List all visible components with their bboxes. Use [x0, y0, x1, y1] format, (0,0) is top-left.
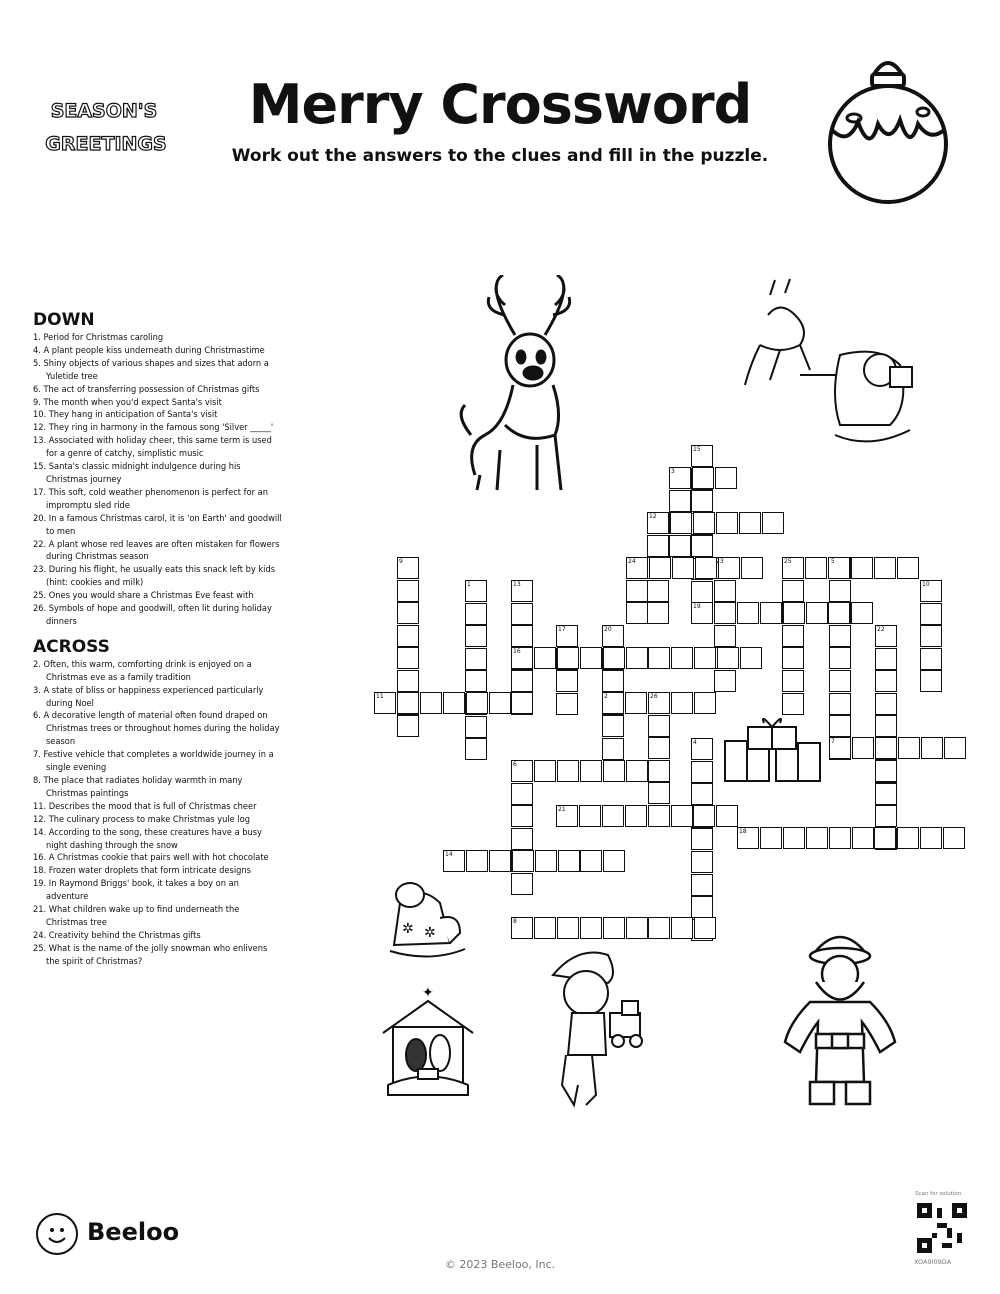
crossword-cell[interactable]: [648, 805, 670, 827]
crossword-cell[interactable]: [829, 625, 851, 647]
crossword-cell[interactable]: [828, 602, 850, 624]
crossword-cell[interactable]: [714, 625, 736, 647]
crossword-cell[interactable]: [535, 850, 557, 872]
across-clue: 25. What is the name of the jolly snowman who enlivens the spirit of Christmas?: [33, 942, 268, 967]
crossword-cell[interactable]: [671, 917, 693, 939]
crossword-cell[interactable]: [534, 647, 556, 669]
crossword-cell[interactable]: [671, 805, 693, 827]
down-clue: 10. They hang in anticipation of Santa's visit: [33, 409, 218, 421]
across-clue: 2. Often, this warm, comforting drink is enjoyed on a Christmas eve as a family tradition: [33, 658, 252, 683]
crossword-cell[interactable]: [829, 693, 851, 715]
across-clue: 12. The culinary process to make Christmas yule log: [33, 813, 250, 825]
crossword-cell[interactable]: [465, 603, 487, 625]
crossword-cell[interactable]: [829, 670, 851, 692]
down-clue: 17. This soft, cold weather phenomenon is perfect for an impromptu sled ride: [33, 486, 268, 511]
across-heading: ACROSS: [33, 636, 110, 657]
crossword-cell[interactable]: [648, 917, 670, 939]
crossword-cell[interactable]: [783, 827, 805, 849]
greeting-line-1: SEASON'S: [50, 100, 158, 122]
qr-code-icon[interactable]: [917, 1203, 967, 1253]
crossword-cell[interactable]: [740, 647, 762, 669]
clue-number: 11: [376, 693, 384, 700]
down-clue: 6. The act of transferring possession of Christmas gifts: [33, 383, 260, 395]
down-clue: 22. A plant whose red leaves are often mistaken for flowers during Christmas season: [33, 538, 280, 563]
crossword-cell[interactable]: [465, 648, 487, 670]
crossword-cell[interactable]: [397, 647, 419, 669]
crossword-cell[interactable]: [714, 580, 736, 602]
crossword-cell[interactable]: [465, 625, 487, 647]
crossword-cell[interactable]: [489, 850, 511, 872]
down-clue: 26. Symbols of hope and goodwill, often lit during holiday dinners: [33, 603, 272, 627]
brand-name: Beeloo: [87, 1218, 180, 1246]
crossword-cell[interactable]: [739, 512, 761, 534]
clue-number: 26: [650, 693, 658, 700]
crossword-cell[interactable]: [741, 557, 763, 579]
crossword-cell[interactable]: [397, 602, 419, 624]
crossword-cell[interactable]: [944, 737, 966, 759]
crossword-cell[interactable]: [714, 670, 736, 692]
across-clue: 7. Festive vehicle that completes a worldwide journey in a single evening: [33, 749, 274, 774]
down-clue: 1. Period for Christmas caroling: [33, 332, 164, 343]
down-clue: 13. Associated with holiday cheer, this same term is used for a genre of catchy, simplistic music: [33, 435, 272, 460]
svg-text:✲: ✲: [402, 921, 414, 937]
crossword-cell[interactable]: [829, 647, 851, 669]
down-clue: 9. The month when you'd expect Santa's visit: [33, 396, 222, 408]
page-title: Merry Crossword: [248, 73, 752, 136]
crossword-cell[interactable]: [829, 715, 851, 737]
clue-number: 9: [399, 558, 403, 565]
crossword-cell[interactable]: [717, 647, 739, 669]
crossword-cell[interactable]: [602, 738, 624, 760]
crossword-cell[interactable]: [511, 783, 533, 805]
crossword-cell[interactable]: [534, 917, 556, 939]
crossword-cell[interactable]: [898, 737, 920, 759]
crossword-cell[interactable]: [648, 782, 670, 804]
down-clue: 5. Shiny objects of various shapes and sizes that adorn a Yuletide tree: [33, 357, 269, 382]
crossword-cell[interactable]: [465, 738, 487, 760]
clue-number: 3: [671, 468, 675, 475]
crossword-cell[interactable]: [602, 805, 624, 827]
crossword-cell[interactable]: [691, 581, 713, 603]
crossword-cell[interactable]: [782, 580, 804, 602]
clue-number: 21: [558, 806, 566, 813]
greeting-line-2: GREETINGS: [45, 133, 167, 155]
crossword-cell[interactable]: [762, 512, 784, 534]
clue-number: 6: [513, 761, 517, 768]
clue-number: 20: [604, 626, 612, 633]
across-clue: 21. What children wake up to find underneath the Christmas tree: [33, 904, 240, 928]
crossword-cell[interactable]: [691, 535, 713, 557]
down-clue: 4. A plant people kiss underneath during Christmastime: [33, 344, 265, 356]
crossword-cell[interactable]: [943, 827, 965, 849]
crossword-cell[interactable]: [695, 557, 717, 579]
across-clue: 11. Describes the mood that is full of Christmas cheer: [33, 800, 257, 812]
crossword-cell[interactable]: [626, 580, 648, 602]
crossword-cell[interactable]: [691, 851, 713, 873]
copyright-text: © 2023 Beeloo, Inc.: [444, 1258, 556, 1271]
crossword-cell[interactable]: [603, 647, 625, 669]
crossword-cell[interactable]: [693, 805, 715, 827]
crossword-cell[interactable]: [714, 602, 736, 624]
across-clue: 16. A Christmas cookie that pairs well with hot chocolate: [33, 852, 269, 864]
crossword-cell[interactable]: [512, 850, 534, 872]
crossword-cell[interactable]: [626, 760, 648, 782]
crossword-cell[interactable]: [694, 647, 716, 669]
crossword-cell[interactable]: [875, 670, 897, 692]
crossword-cell[interactable]: [829, 580, 851, 602]
crossword-cell[interactable]: [782, 693, 804, 715]
crossword-cell[interactable]: [737, 602, 759, 624]
crossword-cell[interactable]: [647, 580, 669, 602]
crossword-cell[interactable]: [647, 535, 669, 557]
crossword-cell[interactable]: [511, 692, 533, 714]
across-clue: 6. A decorative length of material often found draped on Christmas trees or throughout homes during the holiday season: [33, 710, 280, 748]
crossword-cell[interactable]: [625, 692, 647, 714]
crossword-cell[interactable]: [806, 827, 828, 849]
crossword-cell[interactable]: [397, 715, 419, 737]
clue-number: 24: [628, 558, 636, 565]
crossword-cell[interactable]: [851, 557, 873, 579]
crossword-cell[interactable]: [603, 917, 625, 939]
crossword-cell[interactable]: [782, 625, 804, 647]
crossword-cell[interactable]: [829, 827, 851, 849]
crossword-cell[interactable]: [691, 783, 713, 805]
scan-label: Scan for solution: [915, 1191, 962, 1197]
clue-number: 10: [922, 581, 930, 588]
crossword-cell[interactable]: [397, 580, 419, 602]
crossword-cell[interactable]: [669, 490, 691, 512]
crossword-cell[interactable]: [649, 557, 671, 579]
crossword-cell[interactable]: [671, 647, 693, 669]
crossword-cell[interactable]: [691, 874, 713, 896]
down-clue: 15. Santa's classic midnight indulgence during his Christmas journey: [33, 461, 241, 485]
clue-number: 15: [693, 446, 701, 453]
crossword-cell[interactable]: [920, 670, 942, 692]
crossword-cell[interactable]: [875, 805, 897, 827]
gift-boxes-icon: [720, 713, 825, 783]
nativity-icon: [378, 983, 478, 1098]
crossword-cell[interactable]: [691, 828, 713, 850]
clue-number: 17: [558, 626, 566, 633]
crossword-cell[interactable]: [805, 557, 827, 579]
across-clue: 24. Creativity behind the Christmas gifts: [33, 929, 201, 941]
crossword-cell[interactable]: [443, 692, 465, 714]
across-clue: 3. A state of bliss or happiness experienced particularly during Noel: [33, 684, 264, 709]
crossword-cell[interactable]: [511, 670, 533, 692]
svg-text:✲: ✲: [424, 925, 436, 941]
crossword-cell[interactable]: [852, 827, 874, 849]
crossword-cell[interactable]: [558, 850, 580, 872]
crossword-cell[interactable]: [691, 761, 713, 783]
crossword-cell[interactable]: [626, 647, 648, 669]
clue-number: 18: [739, 828, 747, 835]
crossword-cell[interactable]: [874, 557, 896, 579]
crossword-cell[interactable]: [783, 602, 805, 624]
clue-number: 22: [877, 626, 885, 633]
down-clue: 12. They ring in harmony in the famous song 'Silver _____': [33, 422, 274, 434]
crossword-cell[interactable]: [579, 805, 601, 827]
crossword-cell[interactable]: [782, 670, 804, 692]
crossword-cell[interactable]: [875, 760, 897, 782]
crossword-cell[interactable]: [852, 737, 874, 759]
crossword-cell[interactable]: [716, 512, 738, 534]
svg-text:✦: ✦: [422, 985, 434, 1001]
crossword-cell[interactable]: [580, 647, 602, 669]
crossword-cell[interactable]: [580, 760, 602, 782]
crossword-cell[interactable]: [760, 602, 782, 624]
clue-number: 4: [693, 739, 697, 746]
crossword-cell[interactable]: [920, 603, 942, 625]
crossword-cell[interactable]: [465, 670, 487, 692]
down-clue: 20. In a famous Christmas carol, it is 'on Earth' and goodwill to men: [33, 512, 282, 537]
crossword-cell[interactable]: [556, 670, 578, 692]
crossword-cell[interactable]: [626, 917, 648, 939]
clue-number: 8: [513, 918, 517, 925]
clue-number: 23: [716, 558, 724, 565]
crossword-cell[interactable]: [557, 760, 579, 782]
across-clue: 18. Frozen water droplets that form intricate designs: [33, 865, 251, 877]
toy-sack-sled-icon: [380, 873, 470, 963]
crossword-cell[interactable]: [875, 783, 897, 805]
clue-number: 5: [831, 558, 835, 565]
crossword-cell[interactable]: [511, 603, 533, 625]
crossword-cell[interactable]: [557, 917, 579, 939]
crossword-cell[interactable]: [670, 512, 692, 534]
crossword-cell[interactable]: [693, 512, 715, 534]
crossword-cell[interactable]: [647, 602, 669, 624]
beeloo-logo: [35, 1210, 215, 1258]
crossword-cell[interactable]: [511, 805, 533, 827]
clue-number: 13: [513, 581, 521, 588]
crossword-cell[interactable]: [511, 828, 533, 850]
crossword-cell[interactable]: [625, 805, 647, 827]
crossword-cell[interactable]: [671, 692, 693, 714]
crossword-cell[interactable]: [648, 647, 670, 669]
crossword-cell[interactable]: [648, 760, 670, 782]
clue-number: 16: [513, 648, 521, 655]
crossword-cell[interactable]: [694, 917, 716, 939]
crossword-cell[interactable]: [648, 715, 670, 737]
crossword-cell[interactable]: [580, 850, 602, 872]
clue-number: 19: [693, 603, 701, 610]
crossword-cell[interactable]: [716, 805, 738, 827]
crossword-cell[interactable]: [921, 737, 943, 759]
clue-number: 25: [784, 558, 792, 565]
elf-icon: [548, 945, 658, 1115]
crossword-cell[interactable]: [557, 647, 579, 669]
clue-number: 2: [604, 693, 608, 700]
crossword-cell[interactable]: [782, 647, 804, 669]
crossword-cell[interactable]: [397, 625, 419, 647]
crossword-cell[interactable]: [511, 873, 533, 895]
crossword-cell[interactable]: [691, 896, 713, 918]
crossword-cell[interactable]: [874, 827, 896, 849]
down-clue: 23. During his flight, he usually eats this snack left by kids (hint: cookies and milk): [33, 564, 276, 589]
crossword-cell[interactable]: [875, 648, 897, 670]
clue-number: 14: [445, 851, 453, 858]
santa-claus-icon: [770, 922, 910, 1107]
crossword-cell[interactable]: [397, 692, 419, 714]
crossword-cell[interactable]: [692, 467, 714, 489]
crossword-cell[interactable]: [556, 693, 578, 715]
crossword-cell[interactable]: [626, 602, 648, 624]
clue-number: 7: [831, 738, 835, 745]
crossword-cell[interactable]: [603, 760, 625, 782]
crossword-cell[interactable]: [602, 670, 624, 692]
crossword-cell[interactable]: [897, 827, 919, 849]
crossword-cell[interactable]: [897, 557, 919, 579]
clue-number: 12: [649, 513, 657, 520]
across-clue: 19. In Raymond Briggs' book, it takes a boy on an adventure: [33, 878, 239, 903]
crossword-cell[interactable]: [511, 625, 533, 647]
crossword-cell[interactable]: [760, 827, 782, 849]
crossword-cell[interactable]: [875, 737, 897, 759]
crossword-cell[interactable]: [580, 917, 602, 939]
crossword-cell[interactable]: [466, 692, 488, 714]
crossword-cell[interactable]: [489, 692, 511, 714]
crossword-cell[interactable]: [465, 716, 487, 738]
across-clue: 14. According to the song, these creatures have a busy night dashing through the snow: [33, 826, 262, 851]
crossword-cell[interactable]: [534, 760, 556, 782]
crossword-cell[interactable]: [806, 602, 828, 624]
crossword-cell[interactable]: [920, 625, 942, 647]
reindeer-icon: [445, 275, 585, 495]
clue-number: 1: [467, 581, 471, 588]
crossword-cell[interactable]: [648, 737, 670, 759]
crossword-cell[interactable]: [875, 715, 897, 737]
page-subtitle: Work out the answers to the clues and fill in the puzzle.: [231, 146, 769, 166]
crossword-cell[interactable]: [875, 693, 897, 715]
crossword-cell[interactable]: [603, 850, 625, 872]
crossword-cell[interactable]: [669, 535, 691, 557]
crossword-cell[interactable]: [694, 692, 716, 714]
crossword-cell[interactable]: [602, 715, 624, 737]
crossword-cell[interactable]: [397, 670, 419, 692]
crossword-cell[interactable]: [920, 648, 942, 670]
crossword-cell[interactable]: [715, 467, 737, 489]
down-heading: DOWN: [33, 310, 95, 330]
crossword-cell[interactable]: [691, 490, 713, 512]
crossword-cell[interactable]: [466, 850, 488, 872]
down-clue: 25. Ones you would share a Christmas Eve feast with: [33, 590, 254, 602]
santa-sleigh-icon: [740, 275, 920, 460]
crossword-cell[interactable]: [851, 602, 873, 624]
crossword-cell[interactable]: [920, 827, 942, 849]
crossword-cell[interactable]: [672, 557, 694, 579]
solution-code: XOA9I09DA: [914, 1258, 952, 1266]
crossword-cell[interactable]: [420, 692, 442, 714]
across-clue: 8. The place that radiates holiday warmth in many Christmas paintings: [33, 775, 243, 799]
